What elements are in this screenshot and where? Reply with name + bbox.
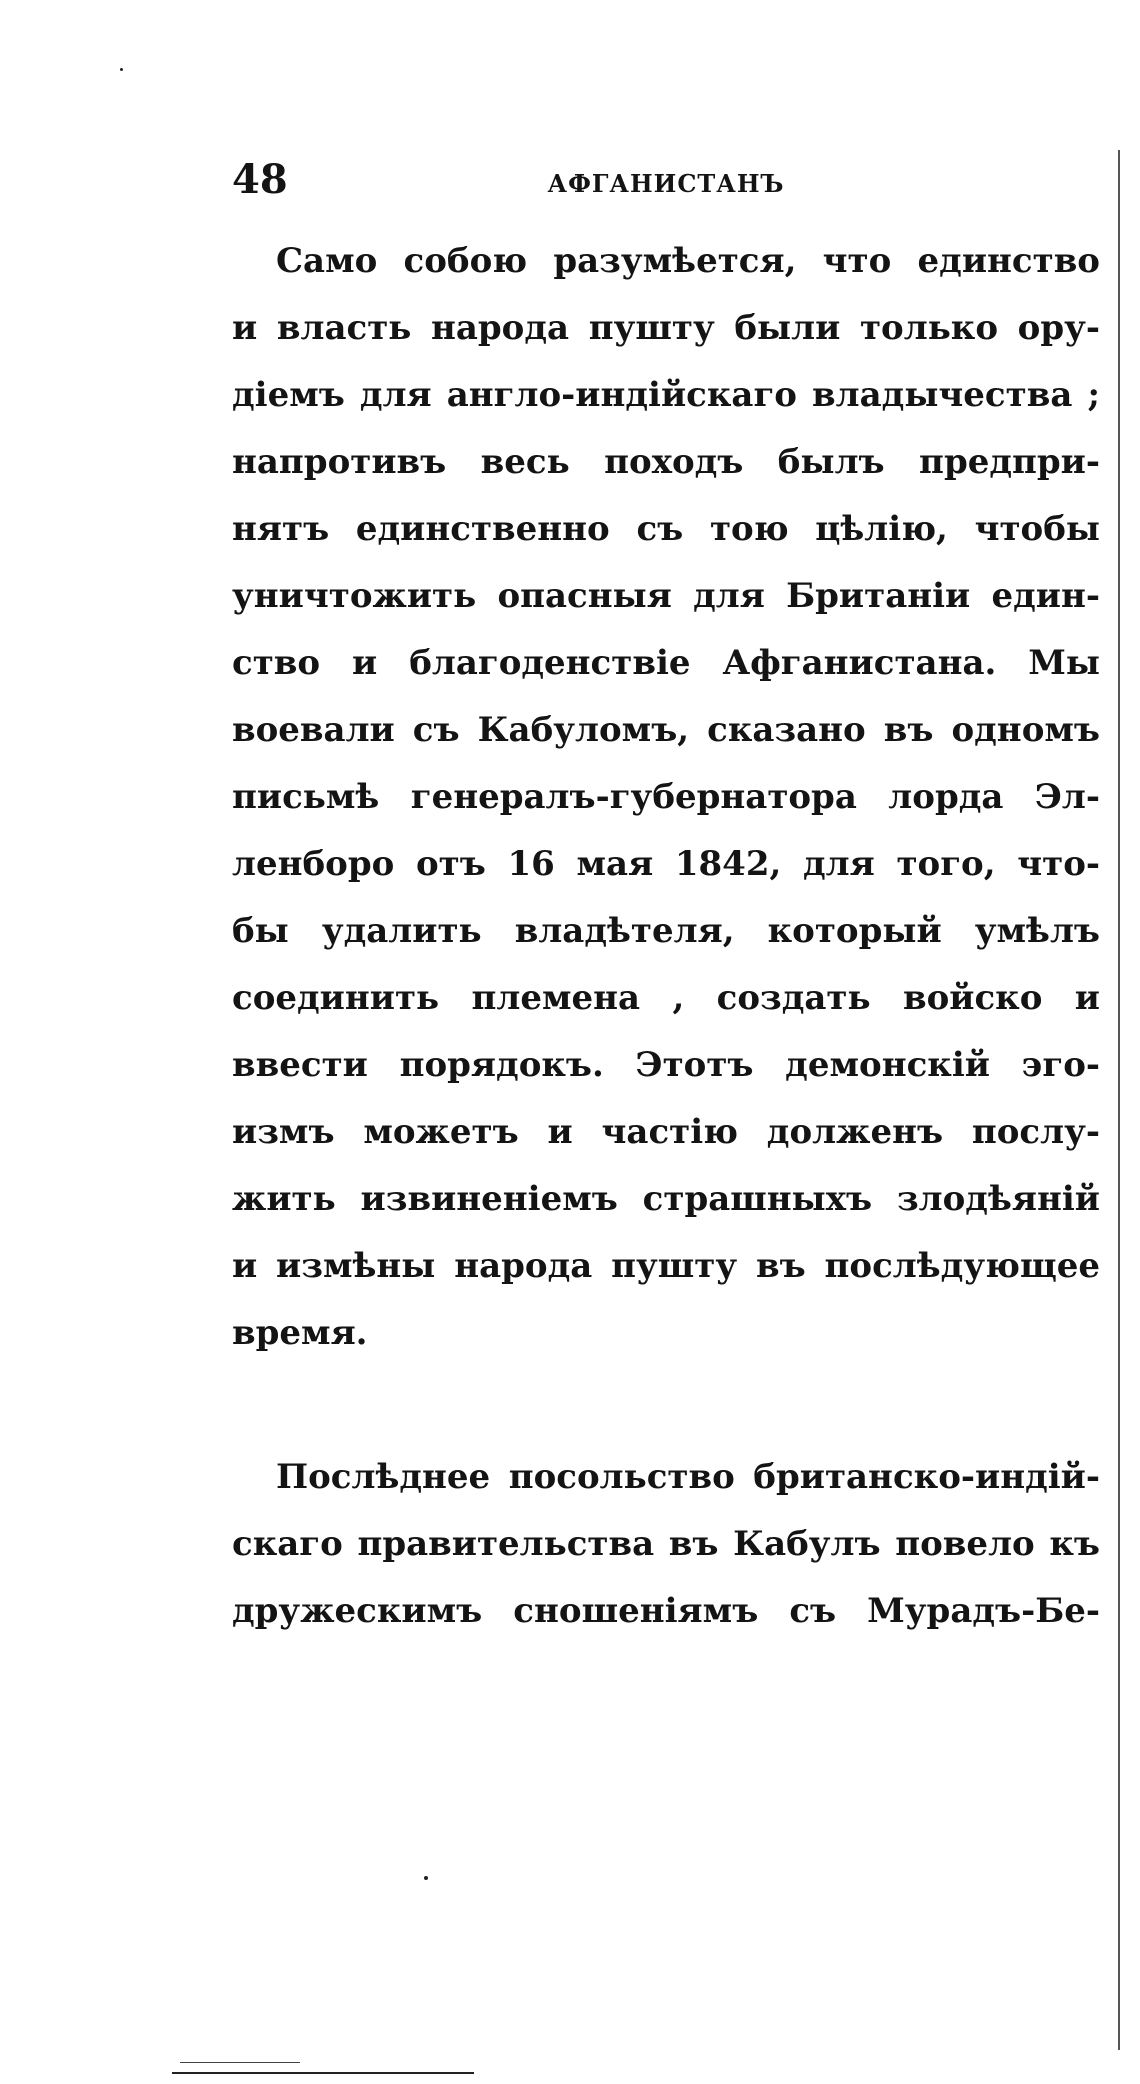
text-line: бы удалить владѣтеля, который умѣлъ	[232, 911, 1100, 951]
text-line: напротивъ весь походъ былъ предпри-	[232, 442, 1100, 482]
text-line: нятъ единственно съ тою цѣлію, чтобы	[232, 509, 1100, 549]
text-line: Послѣднее посольство британско-индій-	[276, 1457, 1100, 1497]
text-line: письмѣ генералъ-губернатора лорда Эл-	[232, 777, 1100, 817]
text-line: дружескимъ сношеніямъ съ Мурадъ-Бе-	[232, 1591, 1100, 1631]
text-line: соединить племена , создать войско и	[232, 978, 1100, 1018]
text-line: и власть народа пушту были только ору-	[232, 308, 1100, 348]
paragraph-2	[232, 1444, 1100, 1645]
text-line: ство и благоденствіе Афганистана. Мы	[232, 643, 1100, 683]
text-line: уничтожить опасныя для Британіи един-	[232, 576, 1100, 616]
text-line: и измѣны народа пушту въ послѣдующее	[232, 1246, 1100, 1286]
text-line: жить извиненіемъ страшныхъ злодѣяній	[232, 1179, 1100, 1219]
text-line: діемъ для англо-индійскаго владычества ;	[232, 375, 1100, 415]
text-line: Само собою разумѣется, что единство	[276, 241, 1100, 281]
paragraph-1	[232, 228, 1100, 1367]
footer-rule-thin	[180, 2062, 300, 2063]
text-line: скаго правительства въ Кабулъ повело къ	[232, 1524, 1100, 1564]
text-line: ввести порядокъ. Этотъ демонскій эго-	[232, 1045, 1100, 1085]
page-number: 48	[232, 156, 288, 203]
ink-speck	[120, 68, 123, 71]
running-title: АФГАНИСТАНЪ	[547, 169, 785, 198]
ink-speck	[424, 1876, 428, 1880]
text-line: измъ можетъ и частію долженъ послу-	[232, 1112, 1100, 1152]
text-line: время.	[232, 1313, 368, 1353]
text-line: воевали съ Кабуломъ, сказано въ одномъ	[232, 710, 1100, 750]
text-line: ленборо отъ 16 мая 1842, для того, что-	[232, 844, 1100, 884]
page-edge-line	[1118, 150, 1120, 2050]
page-header	[232, 152, 1100, 208]
footer-rule	[172, 2072, 474, 2074]
